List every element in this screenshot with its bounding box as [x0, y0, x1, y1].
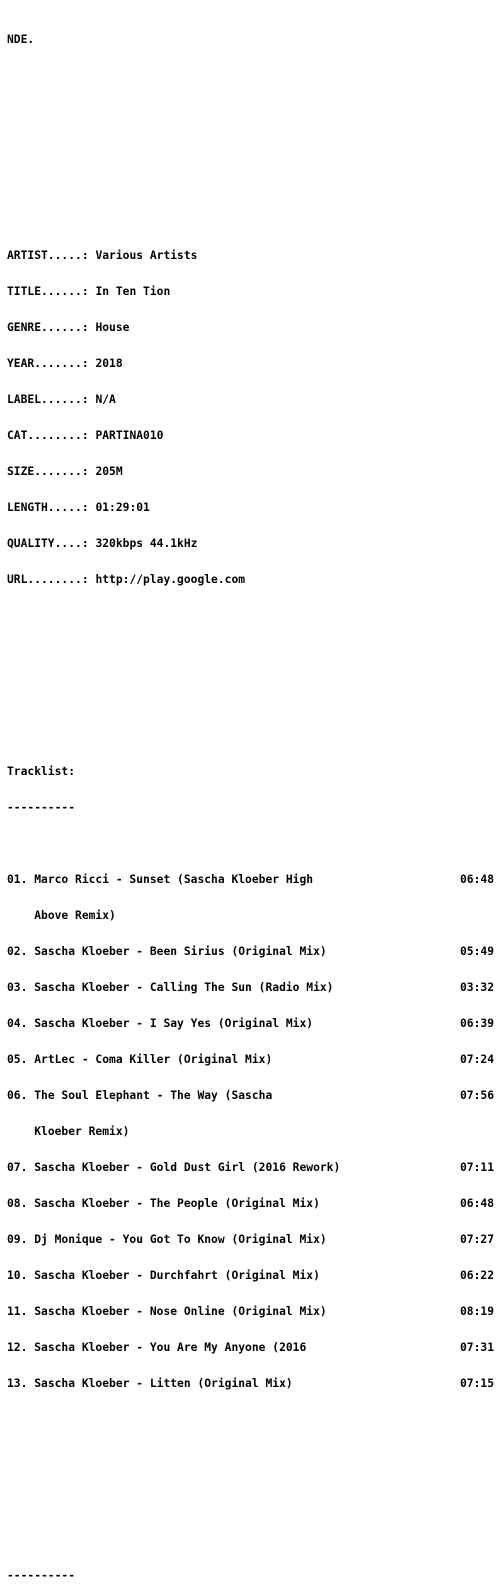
tracklist: [7, 850, 501, 1414]
spacer: [7, 682, 501, 694]
track-title: Sascha Kloeber - Nose Online (Original Mix): [34, 1305, 327, 1318]
spacer: [7, 142, 501, 154]
track-length: 08:19: [459, 1305, 494, 1318]
track-row: [7, 1306, 501, 1318]
track-row: [7, 1018, 501, 1030]
track-title: ArtLec - Coma Killer (Original Mix): [34, 1053, 273, 1066]
info-key: LENGTH.....:: [7, 501, 89, 514]
track-number: 09.: [7, 1233, 28, 1246]
track-number: 05.: [7, 1053, 28, 1066]
info-key: ARTIST.....:: [7, 249, 89, 262]
track-row: [7, 1054, 501, 1066]
info-row-artist: [7, 250, 501, 262]
info-value: 01:29:01: [95, 501, 150, 514]
track-length: 03:32: [459, 981, 494, 994]
track-row: [7, 1234, 501, 1246]
tracklist-heading: Tracklist:: [7, 765, 76, 778]
info-value: 320kbps 44.1kHz: [95, 537, 198, 550]
info-row-size: [7, 466, 501, 478]
spacer: [7, 718, 501, 730]
info-value: PARTINA010: [95, 429, 164, 442]
release-title: NDE.: [7, 33, 35, 46]
track-row: [7, 1378, 501, 1390]
track-row: [7, 1198, 501, 1210]
track-length: 07:15: [459, 1377, 494, 1390]
track-row: [7, 1162, 501, 1174]
track-title: Sascha Kloeber - You Are My Anyone (2016: [34, 1341, 307, 1354]
track-number: 10.: [7, 1269, 28, 1282]
track-length: 06:22: [459, 1269, 494, 1282]
spacer: [7, 1450, 501, 1462]
spacer: [7, 178, 501, 190]
track-number: 11.: [7, 1305, 28, 1318]
spacer: [7, 1522, 501, 1534]
track-title: Sascha Kloeber - Gold Dust Girl (2016 Rework): [34, 1161, 341, 1174]
track-row: [7, 874, 501, 886]
info-value: Various Artists: [95, 249, 198, 262]
track-number: 13.: [7, 1377, 28, 1390]
track-title: Sascha Kloeber - Been Sirius (Original Mix): [34, 945, 327, 958]
spacer: [7, 1486, 501, 1498]
info-row-quality: [7, 538, 501, 550]
track-title: The Soul Elephant - The Way (Sascha: [34, 1089, 273, 1102]
info-row-url: [7, 574, 501, 586]
track-title-continued: Kloeber Remix): [34, 1125, 130, 1138]
info-row-label: [7, 394, 501, 406]
track-title: Sascha Kloeber - Calling The Sun (Radio Mix): [34, 981, 334, 994]
info-value: In Ten Tion: [95, 285, 171, 298]
track-length: 05:49: [459, 945, 494, 958]
track-length: 07:11: [459, 1161, 494, 1174]
footer-rule: ----------: [7, 1569, 76, 1582]
info-key: TITLE......:: [7, 285, 89, 298]
info-key: GENRE......:: [7, 321, 89, 334]
track-row-continued: [7, 910, 501, 922]
track-row: [7, 1090, 501, 1102]
track-number: 03.: [7, 981, 28, 994]
track-row: [7, 946, 501, 958]
track-number: 06.: [7, 1089, 28, 1102]
info-key: CAT........:: [7, 429, 89, 442]
track-number: 12.: [7, 1341, 28, 1354]
track-number: 02.: [7, 945, 28, 958]
track-length: 06:39: [459, 1017, 494, 1030]
track-length: 07:31: [459, 1341, 494, 1354]
track-title: Sascha Kloeber - Durchfahrt (Original Mix): [34, 1269, 320, 1282]
track-title: Sascha Kloeber - Litten (Original Mix): [34, 1377, 293, 1390]
info-key: LABEL......:: [7, 393, 89, 406]
track-length: 07:56: [459, 1089, 494, 1102]
info-value: House: [95, 321, 130, 334]
track-title: Sascha Kloeber - The People (Original Mix): [34, 1197, 320, 1210]
track-length: 06:48: [459, 1197, 494, 1210]
track-title: Marco Ricci - Sunset (Sascha Kloeber High: [34, 873, 314, 886]
info-key: SIZE.......:: [7, 465, 89, 478]
info-row-title: [7, 286, 501, 298]
track-title: Dj Monique - You Got To Know (Original Mix): [34, 1233, 327, 1246]
spacer: [7, 646, 501, 658]
track-row: [7, 1342, 501, 1354]
track-number: 08.: [7, 1197, 28, 1210]
track-length: 07:24: [459, 1053, 494, 1066]
info-key: QUALITY....:: [7, 537, 89, 550]
track-number: 07.: [7, 1161, 28, 1174]
track-length: 06:48: [459, 873, 494, 886]
info-key: URL........:: [7, 573, 89, 586]
track-row: [7, 1270, 501, 1282]
nfo-document: [7, 10, 501, 1594]
info-key: YEAR.......:: [7, 357, 89, 370]
track-number: 04.: [7, 1017, 28, 1030]
info-value: 205M: [95, 465, 123, 478]
info-row-cat: [7, 430, 501, 442]
tracklist-rule: ----------: [7, 801, 76, 814]
info-value: 2018: [95, 357, 123, 370]
info-row-length: [7, 502, 501, 514]
track-number: 01.: [7, 873, 28, 886]
track-title: Sascha Kloeber - I Say Yes (Original Mix): [34, 1017, 314, 1030]
info-row-genre: [7, 322, 501, 334]
spacer: [7, 70, 501, 82]
track-row-continued: [7, 1126, 501, 1138]
info-value: N/A: [95, 393, 116, 406]
track-title-continued: Above Remix): [34, 909, 116, 922]
track-row: [7, 982, 501, 994]
spacer: [7, 106, 501, 118]
release-info: [7, 226, 501, 610]
info-row-year: [7, 358, 501, 370]
track-length: 07:27: [459, 1233, 494, 1246]
info-link[interactable]: http://play.google.com: [95, 573, 246, 586]
